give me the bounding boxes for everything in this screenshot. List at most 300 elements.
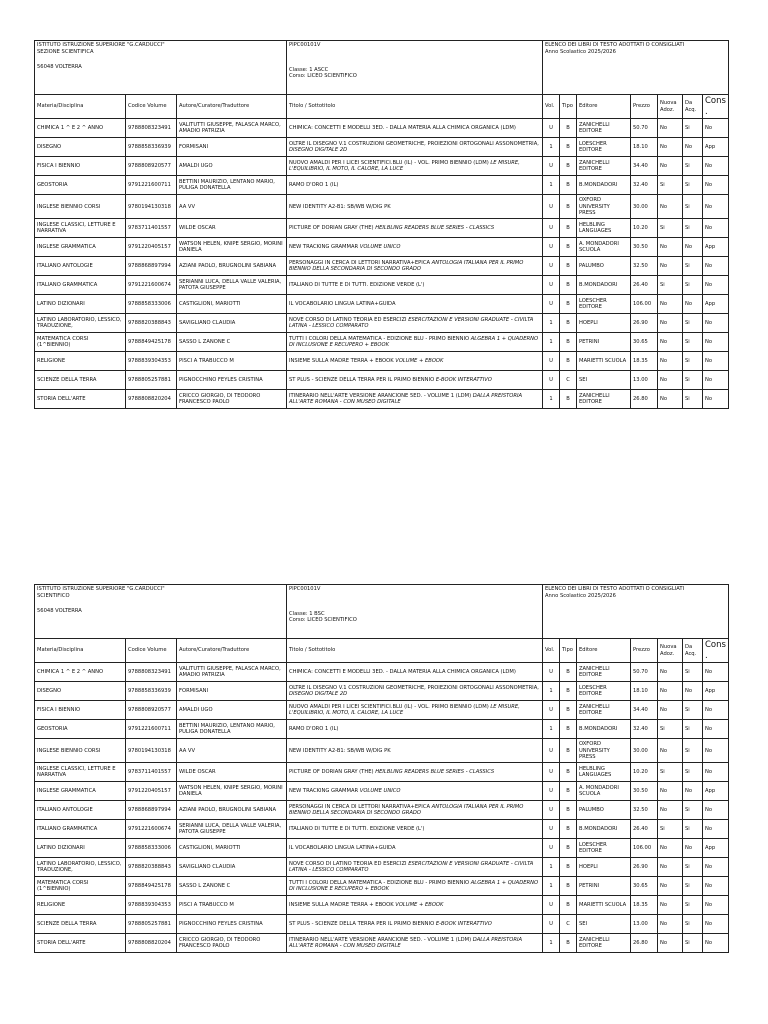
- column-header-editore: Editore: [577, 95, 631, 119]
- tipo-cell: B: [560, 219, 577, 238]
- table-row: [35, 176, 729, 195]
- nuova-adoz-cell: Si: [658, 219, 683, 238]
- codice-cell: 9788858333006: [126, 839, 177, 858]
- tipo-cell: B: [560, 352, 577, 371]
- nuova-adoz-cell: No: [658, 839, 683, 858]
- titolo-cell: [287, 663, 543, 682]
- titolo-text: PICTURE OF DORIAN GRAY (THE): [289, 769, 374, 775]
- autore-cell: AZIANI PAOLO, BRUGNOLINI SABIANA: [177, 801, 287, 820]
- school-code: PIPC00101V: [289, 586, 321, 592]
- codice-cell: 9788868897994: [126, 801, 177, 820]
- titolo-text: PERSONAGGI IN CERCA DI LETTORI NARRATIVA+EPICA: [289, 259, 431, 266]
- nuova-adoz-cell: Si: [658, 763, 683, 782]
- vol-cell: U: [543, 219, 560, 238]
- da-acq-cell: Si: [683, 915, 703, 934]
- titolo-cell: [287, 219, 543, 238]
- cons-cell: No: [703, 390, 729, 409]
- class-name: Classe: 1 BSC: [289, 610, 325, 617]
- titolo-text: PERSONAGGI IN CERCA DI LETTORI NARRATIVA+EPICA: [289, 803, 431, 810]
- booklist-table-1ascc: [34, 40, 729, 409]
- titolo-cell: [287, 157, 543, 176]
- titolo-text: NEW TRACKING GRAMMAR: [289, 788, 359, 794]
- titolo-text: ITALIANO DI TUTTE E DI TUTTI. EDIZIONE VERDE (L'): [289, 282, 425, 288]
- column-header-tipo: Tipo: [560, 639, 577, 663]
- column-header-titolo: Titolo / Sottotitolo: [287, 95, 543, 119]
- da-acq-cell: Si: [683, 119, 703, 138]
- nuova-adoz-cell: No: [658, 896, 683, 915]
- editore-cell: HELBLING LANGUAGES: [577, 219, 631, 238]
- titolo-cell: [287, 839, 543, 858]
- autore-cell: BETTINI MAURIZIO, LENTANO MARIO, PULIGA DONATELLA: [177, 720, 287, 739]
- table-row: [35, 877, 729, 896]
- editore-cell: B.MONDADORI: [577, 176, 631, 195]
- autore-cell: AMALDI UGO: [177, 157, 287, 176]
- sottotitolo-text: ANTOLOGIA ITALIANA PER IL PRIMO BIENNIO DELLA SECONDARIA DI SECONDO GRADO: [289, 259, 524, 273]
- autore-cell: FORMISANI: [177, 682, 287, 701]
- titolo-text: CHIMICA: CONCETTI E MODELLI 3ED. - DALLA MATERIA ALLA CHIMICA ORGANICA (LDM): [289, 125, 516, 131]
- titolo-text: PICTURE OF DORIAN GRAY (THE): [289, 225, 374, 231]
- da-acq-cell: No: [683, 782, 703, 801]
- da-acq-cell: Si: [683, 663, 703, 682]
- titolo-cell: [287, 119, 543, 138]
- codice-cell: 9791220405157: [126, 238, 177, 257]
- table-row: [35, 195, 729, 219]
- table-row: [35, 915, 729, 934]
- autore-cell: FORMISANI: [177, 138, 287, 157]
- table-row: [35, 820, 729, 839]
- titolo-text: NEW IDENTITY A2-B1: SB/WB W/DIG PK: [289, 203, 391, 210]
- prezzo-cell: 18.10: [631, 138, 658, 157]
- codice-cell: 9788808920577: [126, 157, 177, 176]
- table-row: [35, 839, 729, 858]
- vol-cell: U: [543, 257, 560, 276]
- cons-cell: No: [703, 801, 729, 820]
- autore-cell: WATSON HELEN, KNIPE SERGIO, MORINI DANIELA: [177, 782, 287, 801]
- column-header-prezzo: Prezzo: [631, 639, 658, 663]
- prezzo-cell: 13.00: [631, 915, 658, 934]
- materia-cell: RELIGIONE: [35, 896, 126, 915]
- tipo-cell: B: [560, 896, 577, 915]
- titolo-cell: [287, 295, 543, 314]
- nuova-adoz-cell: Si: [658, 720, 683, 739]
- codice-cell: 9788805257881: [126, 915, 177, 934]
- materia-cell: LATINO LABORATORIO, LESSICO, TRADUZIONE,: [35, 314, 126, 333]
- prezzo-cell: 26.90: [631, 858, 658, 877]
- school-year: Anno Scolastico 2025/2026: [545, 592, 616, 599]
- editore-cell: ZANICHELLI EDITORE: [577, 663, 631, 682]
- vol-cell: 1: [543, 720, 560, 739]
- da-acq-cell: Si: [683, 314, 703, 333]
- autore-cell: VALITUTTI GIUSEPPE, FALASCA MARCO, AMADIO PATRIZIA: [177, 119, 287, 138]
- materia-cell: INGLESE BIENNIO CORSI: [35, 195, 126, 219]
- nuova-adoz-cell: No: [658, 195, 683, 219]
- table-row: [35, 219, 729, 238]
- vol-cell: U: [543, 352, 560, 371]
- table-row: [35, 314, 729, 333]
- titolo-cell: [287, 739, 543, 763]
- codice-cell: 9791221600711: [126, 720, 177, 739]
- column-header-da: Da Acq.: [683, 95, 703, 119]
- da-acq-cell: Si: [683, 195, 703, 219]
- editore-cell: OXFORD UNIVERSITY PRESS: [577, 195, 631, 219]
- autore-cell: SERIANNI LUCA, DELLA VALLE VALERIA, PATOTA GIUSEPPE: [177, 276, 287, 295]
- codice-cell: 9788808323491: [126, 119, 177, 138]
- prezzo-cell: 26.40: [631, 276, 658, 295]
- prezzo-cell: 32.50: [631, 257, 658, 276]
- prezzo-cell: 30.00: [631, 739, 658, 763]
- column-header-codice: Codice Volume: [126, 639, 177, 663]
- editore-cell: PETRINI: [577, 877, 631, 896]
- vol-cell: U: [543, 371, 560, 390]
- school-name: ISTITUTO ISTRUZIONE SUPERIORE "G.CARDUCCI": [37, 42, 165, 48]
- editore-cell: LOESCHER EDITORE: [577, 682, 631, 701]
- codice-cell: 9791221600711: [126, 176, 177, 195]
- nuova-adoz-cell: No: [658, 119, 683, 138]
- vol-cell: U: [543, 295, 560, 314]
- nuova-adoz-cell: No: [658, 877, 683, 896]
- prezzo-cell: 18.35: [631, 352, 658, 371]
- vol-cell: U: [543, 119, 560, 138]
- cons-cell: No: [703, 371, 729, 390]
- list-info: [543, 585, 729, 639]
- tipo-cell: B: [560, 195, 577, 219]
- editore-cell: LOESCHER EDITORE: [577, 138, 631, 157]
- autore-cell: AA VV: [177, 195, 287, 219]
- vol-cell: 1: [543, 390, 560, 409]
- editore-cell: MARIETTI SCUOLA: [577, 896, 631, 915]
- cons-cell: No: [703, 896, 729, 915]
- editore-cell: A. MONDADORI SCUOLA: [577, 782, 631, 801]
- prezzo-cell: 106.00: [631, 839, 658, 858]
- cons-cell: No: [703, 720, 729, 739]
- materia-cell: RELIGIONE: [35, 352, 126, 371]
- prezzo-cell: 26.80: [631, 934, 658, 953]
- da-acq-cell: Si: [683, 858, 703, 877]
- autore-cell: SAVIGLIANO CLAUDIA: [177, 314, 287, 333]
- tipo-cell: B: [560, 157, 577, 176]
- autore-cell: CASTIGLIONI, MARIOTTI: [177, 295, 287, 314]
- vol-cell: 1: [543, 176, 560, 195]
- school-info: [35, 41, 287, 95]
- titolo-text: NUOVO AMALDI PER I LICEI SCIENTIFICI.BLU (IL) - VOL. PRIMO BIENNIO (LDM): [289, 159, 489, 166]
- materia-cell: INGLESE GRAMMATICA: [35, 782, 126, 801]
- da-acq-cell: Si: [683, 219, 703, 238]
- prezzo-cell: 32.50: [631, 801, 658, 820]
- editore-cell: HOEPLI: [577, 314, 631, 333]
- editore-cell: OXFORD UNIVERSITY PRESS: [577, 739, 631, 763]
- cons-cell: App: [703, 782, 729, 801]
- autore-cell: PIGNOCCHINO FEYLES CRISTINA: [177, 915, 287, 934]
- codice-cell: 9788858336939: [126, 138, 177, 157]
- tipo-cell: C: [560, 915, 577, 934]
- cons-cell: No: [703, 663, 729, 682]
- cons-cell: No: [703, 257, 729, 276]
- class-info: [287, 585, 543, 639]
- cons-cell: No: [703, 314, 729, 333]
- codice-cell: 9788839304353: [126, 896, 177, 915]
- titolo-cell: [287, 195, 543, 219]
- prezzo-cell: 32.40: [631, 176, 658, 195]
- sottotitolo-text: DALLA PREISTORIA ALL'ARTE ROMANA - CON MUSEO DIGITALE: [289, 936, 523, 950]
- titolo-text: IL VOCABOLARIO LINGUA LATINA+GUIDA: [289, 301, 396, 307]
- nuova-adoz-cell: No: [658, 333, 683, 352]
- da-acq-cell: Si: [683, 176, 703, 195]
- materia-cell: FISICA I BIENNIO: [35, 157, 126, 176]
- titolo-text: NEW IDENTITY A2-B1: SB/WB W/DIG PK: [289, 747, 391, 754]
- cons-cell: No: [703, 352, 729, 371]
- materia-cell: ITALIANO GRAMMATICA: [35, 820, 126, 839]
- table-row: [35, 896, 729, 915]
- materia-cell: CHIMICA 1 ^ E 2 ^ ANNO: [35, 119, 126, 138]
- titolo-cell: [287, 390, 543, 409]
- titolo-text: OLTRE IL DISEGNO V.1 COSTRUZIONI GEOMETRICHE, PROIEZIONI ORTOGONALI ASSONOMETRIA,: [289, 140, 539, 147]
- column-header-da: Da Acq.: [683, 639, 703, 663]
- codice-cell: 9788849425178: [126, 877, 177, 896]
- autore-cell: CRICCO GIORGIO, DI TEODORO FRANCESCO PAOLO: [177, 934, 287, 953]
- nuova-adoz-cell: No: [658, 295, 683, 314]
- titolo-cell: [287, 352, 543, 371]
- da-acq-cell: Si: [683, 896, 703, 915]
- table-row: [35, 858, 729, 877]
- class-info: [287, 41, 543, 95]
- column-header-nuova: Nuova Adoz.: [658, 95, 683, 119]
- titolo-cell: [287, 720, 543, 739]
- autore-cell: VALITUTTI GIUSEPPE, FALASCA MARCO, AMADIO PATRIZIA: [177, 663, 287, 682]
- editore-cell: ZANICHELLI EDITORE: [577, 390, 631, 409]
- class-name: Classe: 1 ASCC: [289, 66, 329, 73]
- codice-cell: 9791221600674: [126, 276, 177, 295]
- table-row: [35, 257, 729, 276]
- column-header-vol: Vol.: [543, 639, 560, 663]
- column-header-titolo: Titolo / Sottotitolo: [287, 639, 543, 663]
- vol-cell: U: [543, 663, 560, 682]
- materia-cell: CHIMICA 1 ^ E 2 ^ ANNO: [35, 663, 126, 682]
- nuova-adoz-cell: No: [658, 782, 683, 801]
- nuova-adoz-cell: No: [658, 238, 683, 257]
- vol-cell: 1: [543, 858, 560, 877]
- sottotitolo-text: LE MISURE, L'EQUILIBRIO, IL MOTO, IL CALORE, LA LUCE: [289, 703, 520, 717]
- vol-cell: U: [543, 820, 560, 839]
- materia-cell: SCIENZE DELLA TERRA: [35, 371, 126, 390]
- tipo-cell: C: [560, 371, 577, 390]
- titolo-text: INSIEME SULLA MADRE TERRA + EBOOK: [289, 358, 394, 364]
- prezzo-cell: 30.65: [631, 877, 658, 896]
- editore-cell: PALUMBO: [577, 801, 631, 820]
- column-header-materia: Materia/Disciplina: [35, 95, 126, 119]
- sottotitolo-text: ANTOLOGIA ITALIANA PER IL PRIMO BIENNIO DELLA SECONDARIA DI SECONDO GRADO: [289, 803, 524, 817]
- codice-cell: 9788805257881: [126, 371, 177, 390]
- cons-cell: No: [703, 701, 729, 720]
- titolo-text: NOVE CORSO DI LATINO TEORIA ED ESERCIZI: [289, 316, 407, 323]
- tipo-cell: B: [560, 682, 577, 701]
- table-row: [35, 295, 729, 314]
- editore-cell: SEI: [577, 371, 631, 390]
- da-acq-cell: No: [683, 238, 703, 257]
- sottotitolo-text: ESERCITAZIONI E VERSIONI GRADUATE - CIVILTA LATINA - LESSICO COMPARATO: [289, 316, 534, 330]
- tipo-cell: B: [560, 801, 577, 820]
- titolo-cell: [287, 701, 543, 720]
- column-header-autore: Autore/Curatore/Traduttore: [177, 639, 287, 663]
- materia-cell: STORIA DELL'ARTE: [35, 390, 126, 409]
- materia-cell: FISICA I BIENNIO: [35, 701, 126, 720]
- list-title: ELENCO DEI LIBRI DI TESTO ADOTTATI O CONSIGLIATI: [545, 586, 685, 592]
- cons-cell: App: [703, 682, 729, 701]
- codice-cell: 9788808323491: [126, 663, 177, 682]
- sottotitolo-text: ALGEBRA 1 + QUADERNO DI INCLUSIONE E RECUPERO + EBOOK: [289, 335, 539, 349]
- titolo-text: NEW TRACKING GRAMMAR: [289, 244, 359, 250]
- nuova-adoz-cell: No: [658, 915, 683, 934]
- titolo-cell: [287, 314, 543, 333]
- booklist-table-1bsc: [34, 584, 729, 953]
- codice-cell: 9788820388843: [126, 858, 177, 877]
- tipo-cell: B: [560, 701, 577, 720]
- prezzo-cell: 106.00: [631, 295, 658, 314]
- school-section: SEZIONE SCIENTIFICA: [37, 48, 94, 55]
- autore-cell: SAVIGLIANO CLAUDIA: [177, 858, 287, 877]
- materia-cell: LATINO DIZIONARI: [35, 295, 126, 314]
- da-acq-cell: Si: [683, 739, 703, 763]
- tipo-cell: B: [560, 839, 577, 858]
- titolo-text: RAMO D'ORO 1 (IL): [289, 726, 339, 732]
- vol-cell: 1: [543, 333, 560, 352]
- titolo-text: NUOVO AMALDI PER I LICEI SCIENTIFICI.BLU (IL) - VOL. PRIMO BIENNIO (LDM): [289, 703, 489, 710]
- table-row: [35, 739, 729, 763]
- materia-cell: INGLESE CLASSICI, LETTURE E NARRATIVA: [35, 219, 126, 238]
- titolo-text: RAMO D'ORO 1 (IL): [289, 182, 339, 188]
- vol-cell: U: [543, 276, 560, 295]
- da-acq-cell: Si: [683, 157, 703, 176]
- autore-cell: WILDE OSCAR: [177, 763, 287, 782]
- tipo-cell: B: [560, 390, 577, 409]
- titolo-text: ITINERARIO NELL'ARTE VERSIONE ARANCIONE 5ED. - VOLUME 1 (LDM): [289, 936, 472, 943]
- vol-cell: 1: [543, 138, 560, 157]
- titolo-cell: [287, 276, 543, 295]
- materia-cell: LATINO DIZIONARI: [35, 839, 126, 858]
- list-title: ELENCO DEI LIBRI DI TESTO ADOTTATI O CONSIGLIATI: [545, 42, 685, 48]
- editore-cell: B.MONDADORI: [577, 720, 631, 739]
- autore-cell: SERIANNI LUCA, DELLA VALLE VALERIA, PATOTA GIUSEPPE: [177, 820, 287, 839]
- materia-cell: SCIENZE DELLA TERRA: [35, 915, 126, 934]
- nuova-adoz-cell: No: [658, 157, 683, 176]
- editore-cell: LOESCHER EDITORE: [577, 839, 631, 858]
- column-header-materia: Materia/Disciplina: [35, 639, 126, 663]
- titolo-cell: [287, 858, 543, 877]
- cons-cell: No: [703, 934, 729, 953]
- nuova-adoz-cell: No: [658, 701, 683, 720]
- autore-cell: AMALDI UGO: [177, 701, 287, 720]
- tipo-cell: B: [560, 238, 577, 257]
- sottotitolo-text: HEILBLING READERS BLUE SERIES - CLASSICS: [375, 769, 495, 775]
- autore-cell: WATSON HELEN, KNIPE SERGIO, MORINI DANIELA: [177, 238, 287, 257]
- sottotitolo-text: VOLUME + EBOOK: [395, 902, 444, 908]
- titolo-cell: [287, 782, 543, 801]
- materia-cell: MATEMATICA CORSI (1^BIENNIO): [35, 877, 126, 896]
- prezzo-cell: 10.20: [631, 219, 658, 238]
- editore-cell: PALUMBO: [577, 257, 631, 276]
- editore-cell: ZANICHELLI EDITORE: [577, 701, 631, 720]
- da-acq-cell: No: [683, 295, 703, 314]
- titolo-cell: [287, 238, 543, 257]
- da-acq-cell: Si: [683, 390, 703, 409]
- list-info: [543, 41, 729, 95]
- codice-cell: 9788849425178: [126, 333, 177, 352]
- titolo-text: TUTTI I COLORI DELLA MATEMATICA - EDIZIONE BLU - PRIMO BIENNIO: [289, 879, 470, 886]
- autore-cell: CRICCO GIORGIO, DI TEODORO FRANCESCO PAOLO: [177, 390, 287, 409]
- table-row: [35, 782, 729, 801]
- codice-cell: 9791220405157: [126, 782, 177, 801]
- autore-cell: WILDE OSCAR: [177, 219, 287, 238]
- titolo-text: CHIMICA: CONCETTI E MODELLI 3ED. - DALLA MATERIA ALLA CHIMICA ORGANICA (LDM): [289, 669, 516, 675]
- cons-cell: No: [703, 915, 729, 934]
- school-city: 56048 VOLTERRA: [37, 64, 82, 70]
- prezzo-cell: 30.50: [631, 238, 658, 257]
- materia-cell: ITALIANO ANTOLOGIE: [35, 801, 126, 820]
- da-acq-cell: No: [683, 138, 703, 157]
- da-acq-cell: Si: [683, 934, 703, 953]
- tipo-cell: B: [560, 739, 577, 763]
- column-header-editore: Editore: [577, 639, 631, 663]
- sottotitolo-text: ESERCITAZIONI E VERSIONI GRADUATE - CIVILTA LATINA - LESSICO COMPARATO: [289, 860, 534, 874]
- tipo-cell: B: [560, 858, 577, 877]
- table-row: [35, 701, 729, 720]
- titolo-text: ST PLUS - SCIENZE DELLA TERRA PER IL PRIMO BIENNIO: [289, 921, 435, 927]
- editore-cell: SEI: [577, 915, 631, 934]
- titolo-cell: [287, 138, 543, 157]
- nuova-adoz-cell: No: [658, 858, 683, 877]
- titolo-cell: [287, 176, 543, 195]
- tipo-cell: B: [560, 119, 577, 138]
- tipo-cell: B: [560, 176, 577, 195]
- course-name: Corso: LICEO SCIENTIFICO: [289, 617, 357, 623]
- codice-cell: 9780194130318: [126, 195, 177, 219]
- editore-cell: LOESCHER EDITORE: [577, 295, 631, 314]
- nuova-adoz-cell: No: [658, 138, 683, 157]
- vol-cell: U: [543, 782, 560, 801]
- tipo-cell: B: [560, 820, 577, 839]
- cons-cell: No: [703, 119, 729, 138]
- titolo-cell: [287, 801, 543, 820]
- school-code: PIPC00101V: [289, 42, 321, 48]
- titolo-cell: [287, 371, 543, 390]
- da-acq-cell: Si: [683, 276, 703, 295]
- da-acq-cell: Si: [683, 257, 703, 276]
- titolo-text: ST PLUS - SCIENZE DELLA TERRA PER IL PRIMO BIENNIO: [289, 377, 435, 383]
- table-row: [35, 238, 729, 257]
- prezzo-cell: 26.90: [631, 314, 658, 333]
- da-acq-cell: No: [683, 839, 703, 858]
- autore-cell: SASSO L ZANONE C: [177, 877, 287, 896]
- vol-cell: 1: [543, 682, 560, 701]
- autore-cell: BETTINI MAURIZIO, LENTANO MARIO, PULIGA DONATELLA: [177, 176, 287, 195]
- tipo-cell: B: [560, 314, 577, 333]
- sottotitolo-text: ALGEBRA 1 + QUADERNO DI INCLUSIONE E RECUPERO + EBOOK: [289, 879, 539, 893]
- vol-cell: U: [543, 915, 560, 934]
- sottotitolo-text: DALLA PREISTORIA ALL'ARTE ROMANA - CON MUSEO DIGITALE: [289, 392, 523, 406]
- vol-cell: U: [543, 801, 560, 820]
- codice-cell: 9788820388843: [126, 314, 177, 333]
- editore-cell: ZANICHELLI EDITORE: [577, 157, 631, 176]
- cons-cell: No: [703, 157, 729, 176]
- editore-cell: PETRINI: [577, 333, 631, 352]
- tipo-cell: B: [560, 333, 577, 352]
- vol-cell: 1: [543, 877, 560, 896]
- vol-cell: U: [543, 157, 560, 176]
- materia-cell: ITALIANO ANTOLOGIE: [35, 257, 126, 276]
- sottotitolo-text: DISEGNO DIGITALE 2D: [289, 691, 348, 698]
- materia-cell: MATEMATICA CORSI (1^BIENNIO): [35, 333, 126, 352]
- course-name: Corso: LICEO SCIENTIFICO: [289, 73, 357, 79]
- cons-cell: No: [703, 877, 729, 896]
